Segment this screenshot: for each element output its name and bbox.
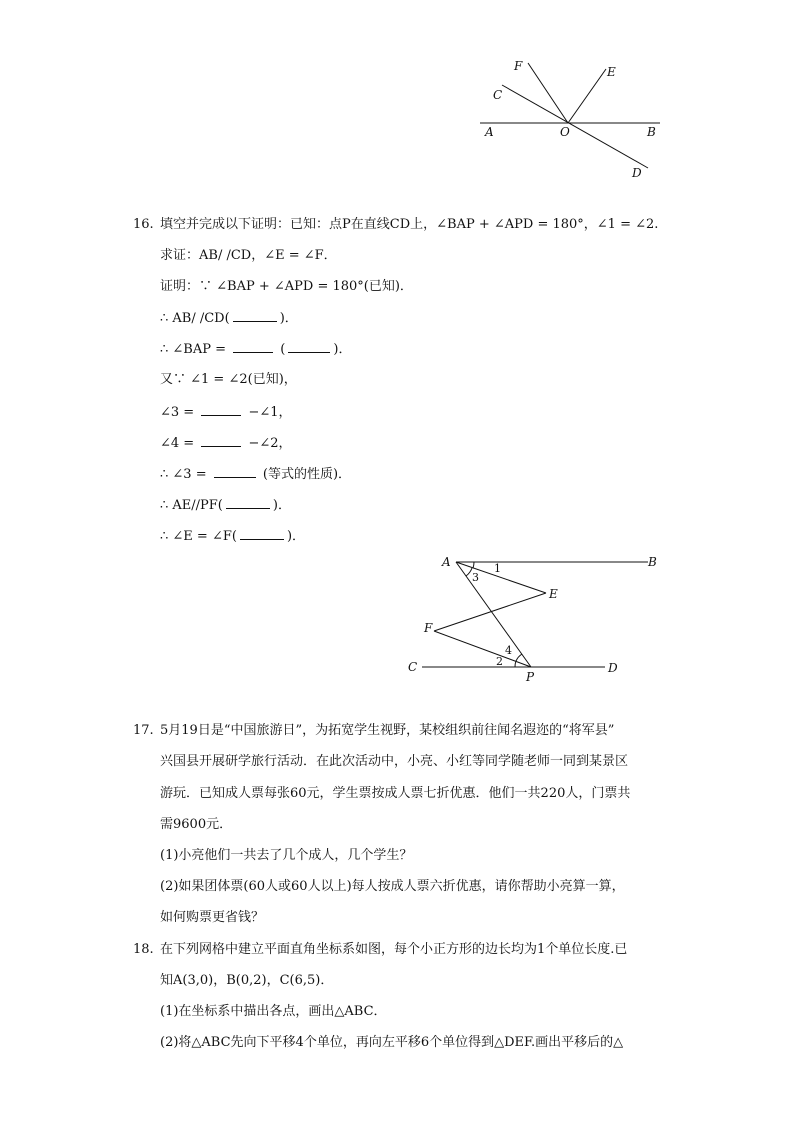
line-cd (502, 85, 648, 168)
segment-ap (456, 562, 531, 667)
q16-step-8 (160, 526, 305, 547)
q17-number: 17. (133, 723, 154, 738)
angle-2-arc (515, 661, 516, 667)
step-8-text: ∴ ∠E = ∠F( (160, 529, 237, 544)
step-8-close: )． (286, 529, 306, 544)
parallel-lines-figure (400, 550, 670, 690)
answer-blank[interactable] (201, 402, 241, 416)
label-c: C (493, 88, 503, 102)
step-4-text: ∠3 = (160, 405, 199, 420)
angle-1-arc (473, 562, 474, 568)
answer-blank[interactable] (201, 433, 241, 447)
ray-oe (568, 69, 606, 123)
q17-line-1: 5月19日是“中国旅游日”，为拓宽学生视野，某校组织前往闻名遐迩的“将军县” (160, 723, 615, 738)
step-1-close: )． (279, 311, 298, 326)
q16-prove: 求证：AB/ /CD，∠E = ∠F． (160, 248, 337, 263)
q16-step-2 (160, 339, 351, 360)
q17-line-4: 需9600元． (160, 817, 233, 832)
angle-4-label: 4 (505, 644, 512, 657)
q16-step-5 (160, 433, 292, 454)
step-5-text: ∠4 = (160, 436, 199, 451)
step-2-open: ( (280, 342, 286, 357)
label-b: B (648, 555, 657, 569)
angle-1-label: 1 (494, 562, 501, 575)
q16-step-6 (160, 464, 351, 485)
angle-figure-1 (470, 55, 670, 185)
q16-number: 16. (133, 217, 154, 232)
q17-line-3: 游玩．已知成人票每张60元，学生票按成人票七折优惠．他们一共220人，门票共 (160, 786, 631, 801)
q16-step-1 (160, 308, 298, 329)
q18-number: 18. (133, 942, 154, 957)
step-2-text: ∴ ∠BAP = (160, 342, 231, 357)
q16-given: 填空并完成以下证明：已知：点P在直线CD上，∠BAP + ∠APD = 180°，∠1 = ∠2. (160, 217, 659, 232)
segment-ef (434, 593, 546, 631)
step-6-text: ∴ ∠3 = (160, 467, 211, 482)
parallel-lines-figure-svg (400, 550, 670, 690)
step-4-rest: −∠1， (248, 405, 292, 420)
step-5-rest: −∠2， (248, 436, 292, 451)
reason-blank[interactable] (288, 339, 330, 353)
q18-line-1: 在下列网格中建立平面直角坐标系如图，每个小正方形的边长均为1个单位长度.已 (160, 942, 628, 957)
segment-ae (456, 562, 546, 593)
label-f: F (514, 59, 523, 73)
answer-blank[interactable] (233, 308, 277, 322)
q17-part-2-cont: 如何购票更省钱？ (160, 910, 265, 925)
label-p: P (526, 670, 535, 684)
q16-step-4 (160, 402, 292, 423)
reason-blank[interactable] (240, 526, 284, 540)
step-6-rest: (等式的性质)． (262, 467, 352, 482)
label-e: E (607, 65, 616, 79)
answer-blank[interactable] (233, 339, 273, 353)
q16-proof-start: 证明：∵ ∠BAP + ∠APD = 180°(已知)． (160, 279, 413, 294)
angle-figure-1-svg (470, 55, 670, 185)
step-7-text: ∴ AE//PF( (160, 498, 223, 513)
label-o: O (560, 125, 570, 139)
q17-part-1: (1)小亮他们一共去了几个成人，几个学生？ (160, 848, 413, 863)
step-1-text: ∴ AB/ /CD( (160, 311, 230, 326)
reason-blank[interactable] (226, 495, 270, 509)
label-d: D (608, 661, 618, 675)
q18-part-2: (2)将△ABC先向下平移4个单位，再向左平移6个单位得到△DEF.画出平移后的△ (160, 1035, 624, 1050)
q17-line-2: 兴国县开展研学旅行活动．在此次活动中，小亮、小红等同学随老师一同到某景区 (160, 754, 629, 769)
segment-fp (434, 631, 531, 667)
step-7-close: )． (272, 498, 291, 513)
angle-4-arc (516, 654, 522, 661)
q16-step-3: 又∵ ∠1 = ∠2(已知)， (160, 372, 297, 387)
q18-part-1: (1)在坐标系中描出各点，画出△ABC． (160, 1004, 387, 1019)
answer-blank[interactable] (214, 464, 256, 478)
label-e: E (549, 587, 558, 601)
ray-of (528, 63, 568, 123)
step-2-close: )． (333, 342, 352, 357)
label-c: C (408, 660, 418, 674)
label-a: A (485, 125, 494, 139)
q16-step-7 (160, 495, 291, 516)
angle-3-label: 3 (472, 571, 479, 584)
label-f: F (424, 621, 433, 635)
label-d: D (632, 166, 642, 180)
label-a: A (442, 555, 451, 569)
label-b: B (647, 125, 656, 139)
q17-part-2: (2)如果团体票(60人或60人以上)每人按成人票六折优惠，请你帮助小亮算一算， (160, 879, 625, 894)
q18-line-2: 知A(3,0)，B(0,2)，C(6,5)． (160, 973, 334, 988)
angle-2-label: 2 (496, 655, 503, 668)
